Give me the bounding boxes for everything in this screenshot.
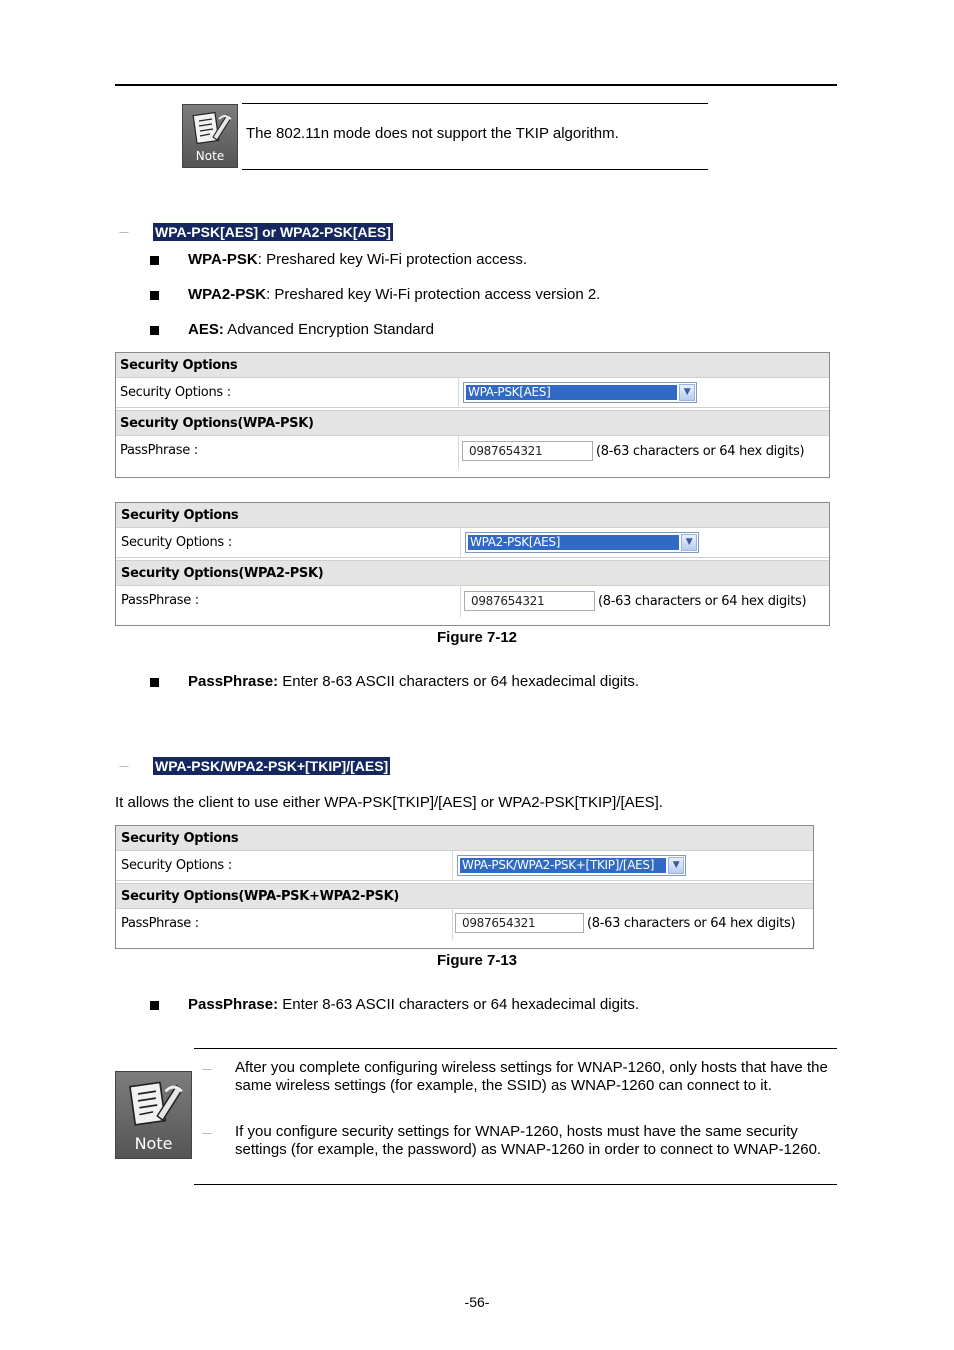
- passphrase-label: PassPhrase :: [121, 916, 199, 931]
- panel-header: [116, 503, 829, 528]
- security-options-select[interactable]: [457, 855, 686, 876]
- note-top-rule: [194, 1048, 837, 1049]
- passphrase-row: [116, 436, 829, 477]
- bullet-term: WPA2-PSK: [188, 286, 267, 303]
- security-panel-wpa2-psk: [115, 502, 830, 626]
- bullet-text: Enter 8-63 ASCII characters or 64 hexadecimal digits.: [278, 673, 640, 690]
- note-icon: [115, 1071, 192, 1159]
- section-marker: －: [118, 760, 131, 774]
- panel-subheader-label: Security Options(WPA-PSK): [120, 416, 314, 431]
- note-icon-label: Note: [134, 1134, 173, 1153]
- bullet-item: [188, 251, 527, 269]
- cell-divider: [452, 909, 453, 940]
- section-heading: WPA-PSK/WPA2-PSK+[TKIP]/[AES]: [155, 758, 389, 774]
- figure-caption: Figure 7-13: [436, 952, 518, 969]
- cell-divider: [452, 851, 453, 880]
- security-options-row: [116, 851, 813, 881]
- passphrase-label: PassPhrase :: [120, 443, 198, 458]
- note-top-rule: [242, 103, 708, 104]
- passphrase-hint: (8-63 characters or 64 hex digits): [598, 594, 807, 609]
- security-panel-wpa-psk: [115, 352, 830, 478]
- bullet-marker: [150, 256, 159, 265]
- header-rule: [115, 84, 837, 86]
- panel-subheader: [116, 410, 829, 436]
- bullet-marker: [150, 291, 159, 300]
- cell-divider: [460, 528, 461, 557]
- bullet-marker: [150, 678, 159, 687]
- page-number: -56-: [464, 1294, 490, 1310]
- security-options-value: WPA-PSK/WPA2-PSK+[TKIP]/[AES]: [460, 858, 666, 873]
- chevron-down-icon[interactable]: ▼: [668, 857, 684, 874]
- passphrase-row: [116, 586, 829, 625]
- panel-header-label: Security Options: [120, 358, 238, 373]
- bullet-marker: [150, 326, 159, 335]
- panel-header: [116, 353, 829, 378]
- chevron-down-icon[interactable]: ▼: [681, 534, 697, 551]
- bullet-text: Enter 8-63 ASCII characters or 64 hexadecimal digits.: [278, 996, 640, 1013]
- note-item-marker: －: [201, 1063, 214, 1077]
- panel-header-label: Security Options: [121, 831, 239, 846]
- bullet-item: [188, 321, 434, 339]
- cell-divider: [458, 436, 459, 469]
- security-options-label: Security Options :: [120, 385, 231, 400]
- note-bottom-rule: [242, 169, 708, 170]
- panel-subheader: [116, 883, 813, 909]
- note-icon-label: Note: [195, 149, 225, 163]
- security-options-select[interactable]: [465, 532, 699, 553]
- passphrase-row: [116, 909, 813, 948]
- security-options-value: WPA2-PSK[AES]: [468, 535, 679, 550]
- passphrase-input[interactable]: 0987654321: [462, 441, 593, 461]
- security-options-select[interactable]: [463, 382, 697, 403]
- passphrase-hint: (8-63 characters or 64 hex digits): [587, 916, 796, 931]
- section-paragraph: It allows the client to use either WPA-PSK[TKIP]/[AES] or WPA2-PSK[TKIP]/[AES].: [115, 794, 663, 811]
- bullet-text: Advanced Encryption Standard: [223, 321, 434, 338]
- bullet-term: PassPhrase:: [188, 673, 279, 690]
- bullet-item: [188, 673, 639, 691]
- bullet-item: [188, 996, 639, 1014]
- cell-divider: [458, 378, 459, 407]
- note-text: The 802.11n mode does not support the TKIP algorithm.: [246, 125, 619, 142]
- bullet-marker: [150, 1001, 159, 1010]
- passphrase-input[interactable]: 0987654321: [455, 913, 584, 933]
- security-panel-wpa-wpa2-psk: [115, 825, 814, 949]
- bullet-text: : Preshared key Wi-Fi protection access.: [257, 251, 527, 268]
- bullet-text: : Preshared key Wi-Fi protection access version 2.: [266, 286, 601, 303]
- section-marker: －: [118, 226, 131, 240]
- passphrase-label: PassPhrase :: [121, 593, 199, 608]
- security-options-label: Security Options :: [121, 535, 232, 550]
- note-item-marker: －: [201, 1127, 214, 1141]
- note-item-text: If you configure security settings for WNAP-1260, hosts must have the same security settings (for example, the password) as WNAP-1260 in order to connect to WNAP-1260.: [235, 1123, 822, 1158]
- passphrase-hint: (8-63 characters or 64 hex digits): [596, 444, 805, 459]
- panel-subheader: [116, 560, 829, 586]
- bullet-term: PassPhrase:: [188, 996, 279, 1013]
- panel-header: [116, 826, 813, 851]
- cell-divider: [460, 586, 461, 617]
- note-item-text: After you complete configuring wireless settings for WNAP-1260, only hosts that have the same wireless settings (for example, the SSID) as WNAP-1260 can connect to it.: [235, 1059, 828, 1094]
- bullet-term: WPA-PSK: [188, 251, 258, 268]
- passphrase-input[interactable]: 0987654321: [464, 591, 595, 611]
- security-options-value: WPA-PSK[AES]: [466, 385, 677, 400]
- panel-header-label: Security Options: [121, 508, 239, 523]
- security-options-label: Security Options :: [121, 858, 232, 873]
- note-bottom-rule: [194, 1184, 837, 1185]
- figure-caption: Figure 7-12: [436, 629, 518, 646]
- panel-subheader-label: Security Options(WPA2-PSK): [121, 566, 324, 581]
- bullet-item: [188, 286, 600, 304]
- security-options-row: [116, 528, 829, 558]
- security-options-row: [116, 378, 829, 408]
- section-heading: WPA-PSK[AES] or WPA2-PSK[AES]: [155, 224, 391, 240]
- bullet-term: AES:: [188, 321, 224, 338]
- panel-subheader-label: Security Options(WPA-PSK+WPA2-PSK): [121, 889, 399, 904]
- note-icon: [182, 104, 238, 168]
- chevron-down-icon[interactable]: ▼: [679, 384, 695, 401]
